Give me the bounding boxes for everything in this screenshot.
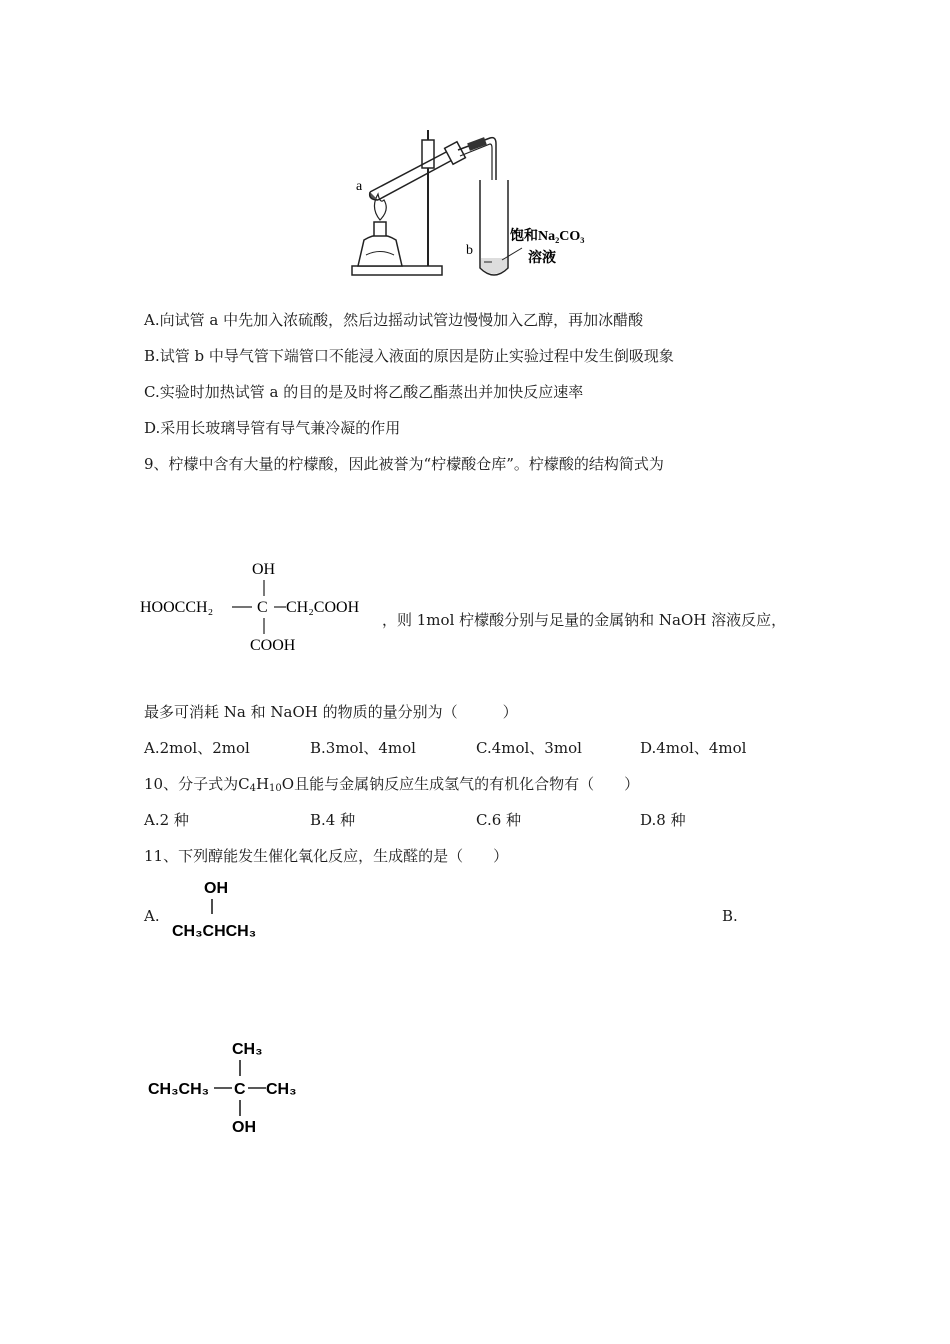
struct-a-oh: OH	[204, 880, 228, 897]
q10-option-a: A.2 种	[144, 811, 189, 829]
q10-option-d: D.8 种	[640, 811, 686, 829]
test-tube-a	[370, 150, 456, 200]
q9-option-d: D.4mol、4mol	[640, 739, 747, 757]
q9-option-c: C.4mol、3mol	[476, 739, 582, 757]
struct-a-chain: CH₃CHCH₃	[172, 923, 257, 940]
q9-continuation: 最多可消耗 Na 和 NaOH 的物质的量分别为（ ）	[144, 703, 518, 721]
struct-b-bottom-oh: OH	[232, 1119, 256, 1136]
esterification-apparatus-figure	[350, 120, 610, 285]
citric-center-c: C	[257, 599, 268, 616]
struct-b-right: CH₃	[266, 1081, 297, 1098]
test-tube-b	[480, 180, 508, 275]
q11-option-a-label: A.	[144, 907, 160, 925]
stand-base	[352, 266, 442, 275]
solution-label-line2: 溶液	[528, 251, 556, 266]
q10-option-b: B.4 种	[310, 811, 356, 829]
struct-b-center-c: C	[234, 1081, 246, 1098]
q10-subscript-h: 10	[269, 783, 282, 794]
q8-option-a: A.向试管 a 中先加入浓硫酸，然后边摇动试管边慢慢加入乙醇，再加冰醋酸	[144, 311, 644, 329]
citric-right-group: CH₂COOH	[286, 599, 360, 616]
q11-option-b-label: B.	[722, 907, 738, 925]
q10-stem-pre: 10、分子式为C	[144, 775, 250, 793]
q9-stem: 9、柠檬中含有大量的柠檬酸，因此被誉为“柠檬酸仓库”。柠檬酸的结构简式为	[144, 455, 664, 473]
isopropanol-structure	[170, 876, 270, 942]
label-b: b	[466, 243, 473, 258]
q9-after-structure: ，则 1mol 柠檬酸分别与足量的金属钠和 NaOH 溶液反应，	[382, 611, 787, 629]
solution-label-line1: 饱和Na₂CO₃	[510, 229, 585, 244]
q8-option-c: C.实验时加热试管 a 的目的是及时将乙酸乙酯蒸出并加快反应速率	[144, 383, 584, 401]
citric-acid-structure	[140, 556, 385, 660]
q10-option-c: C.6 种	[476, 811, 522, 829]
tert-alcohol-structure	[146, 1036, 306, 1140]
q8-option-b: B.试管 b 中导气管下端管口不能浸入液面的原因是防止实验过程中发生倒吸现象	[144, 347, 674, 365]
q10-stem-h: H	[255, 775, 270, 793]
q10-stem	[144, 774, 639, 799]
q9-option-a: A.2mol、2mol	[144, 739, 250, 757]
q9-option-b: B.3mol、4mol	[310, 739, 416, 757]
q10-stem-post: O且能与金属钠反应生成氢气的有机化合物有（ ）	[281, 775, 640, 793]
q10-subscript-c: 4	[249, 783, 256, 794]
citric-cooh: COOH	[250, 637, 296, 654]
stopper	[445, 142, 466, 164]
citric-oh: OH	[252, 561, 276, 578]
alcohol-lamp	[358, 235, 402, 266]
citric-left-group: HOOCCH₂	[140, 599, 214, 616]
struct-b-left: CH₃CH₃	[148, 1081, 210, 1098]
q11-stem: 11、下列醇能发生催化氧化反应，生成醛的是（ ）	[144, 847, 509, 865]
q8-option-d: D.采用长玻璃导管有导气兼冷凝的作用	[144, 419, 401, 437]
struct-b-top-ch3: CH₃	[232, 1041, 263, 1058]
label-a: a	[356, 179, 363, 194]
